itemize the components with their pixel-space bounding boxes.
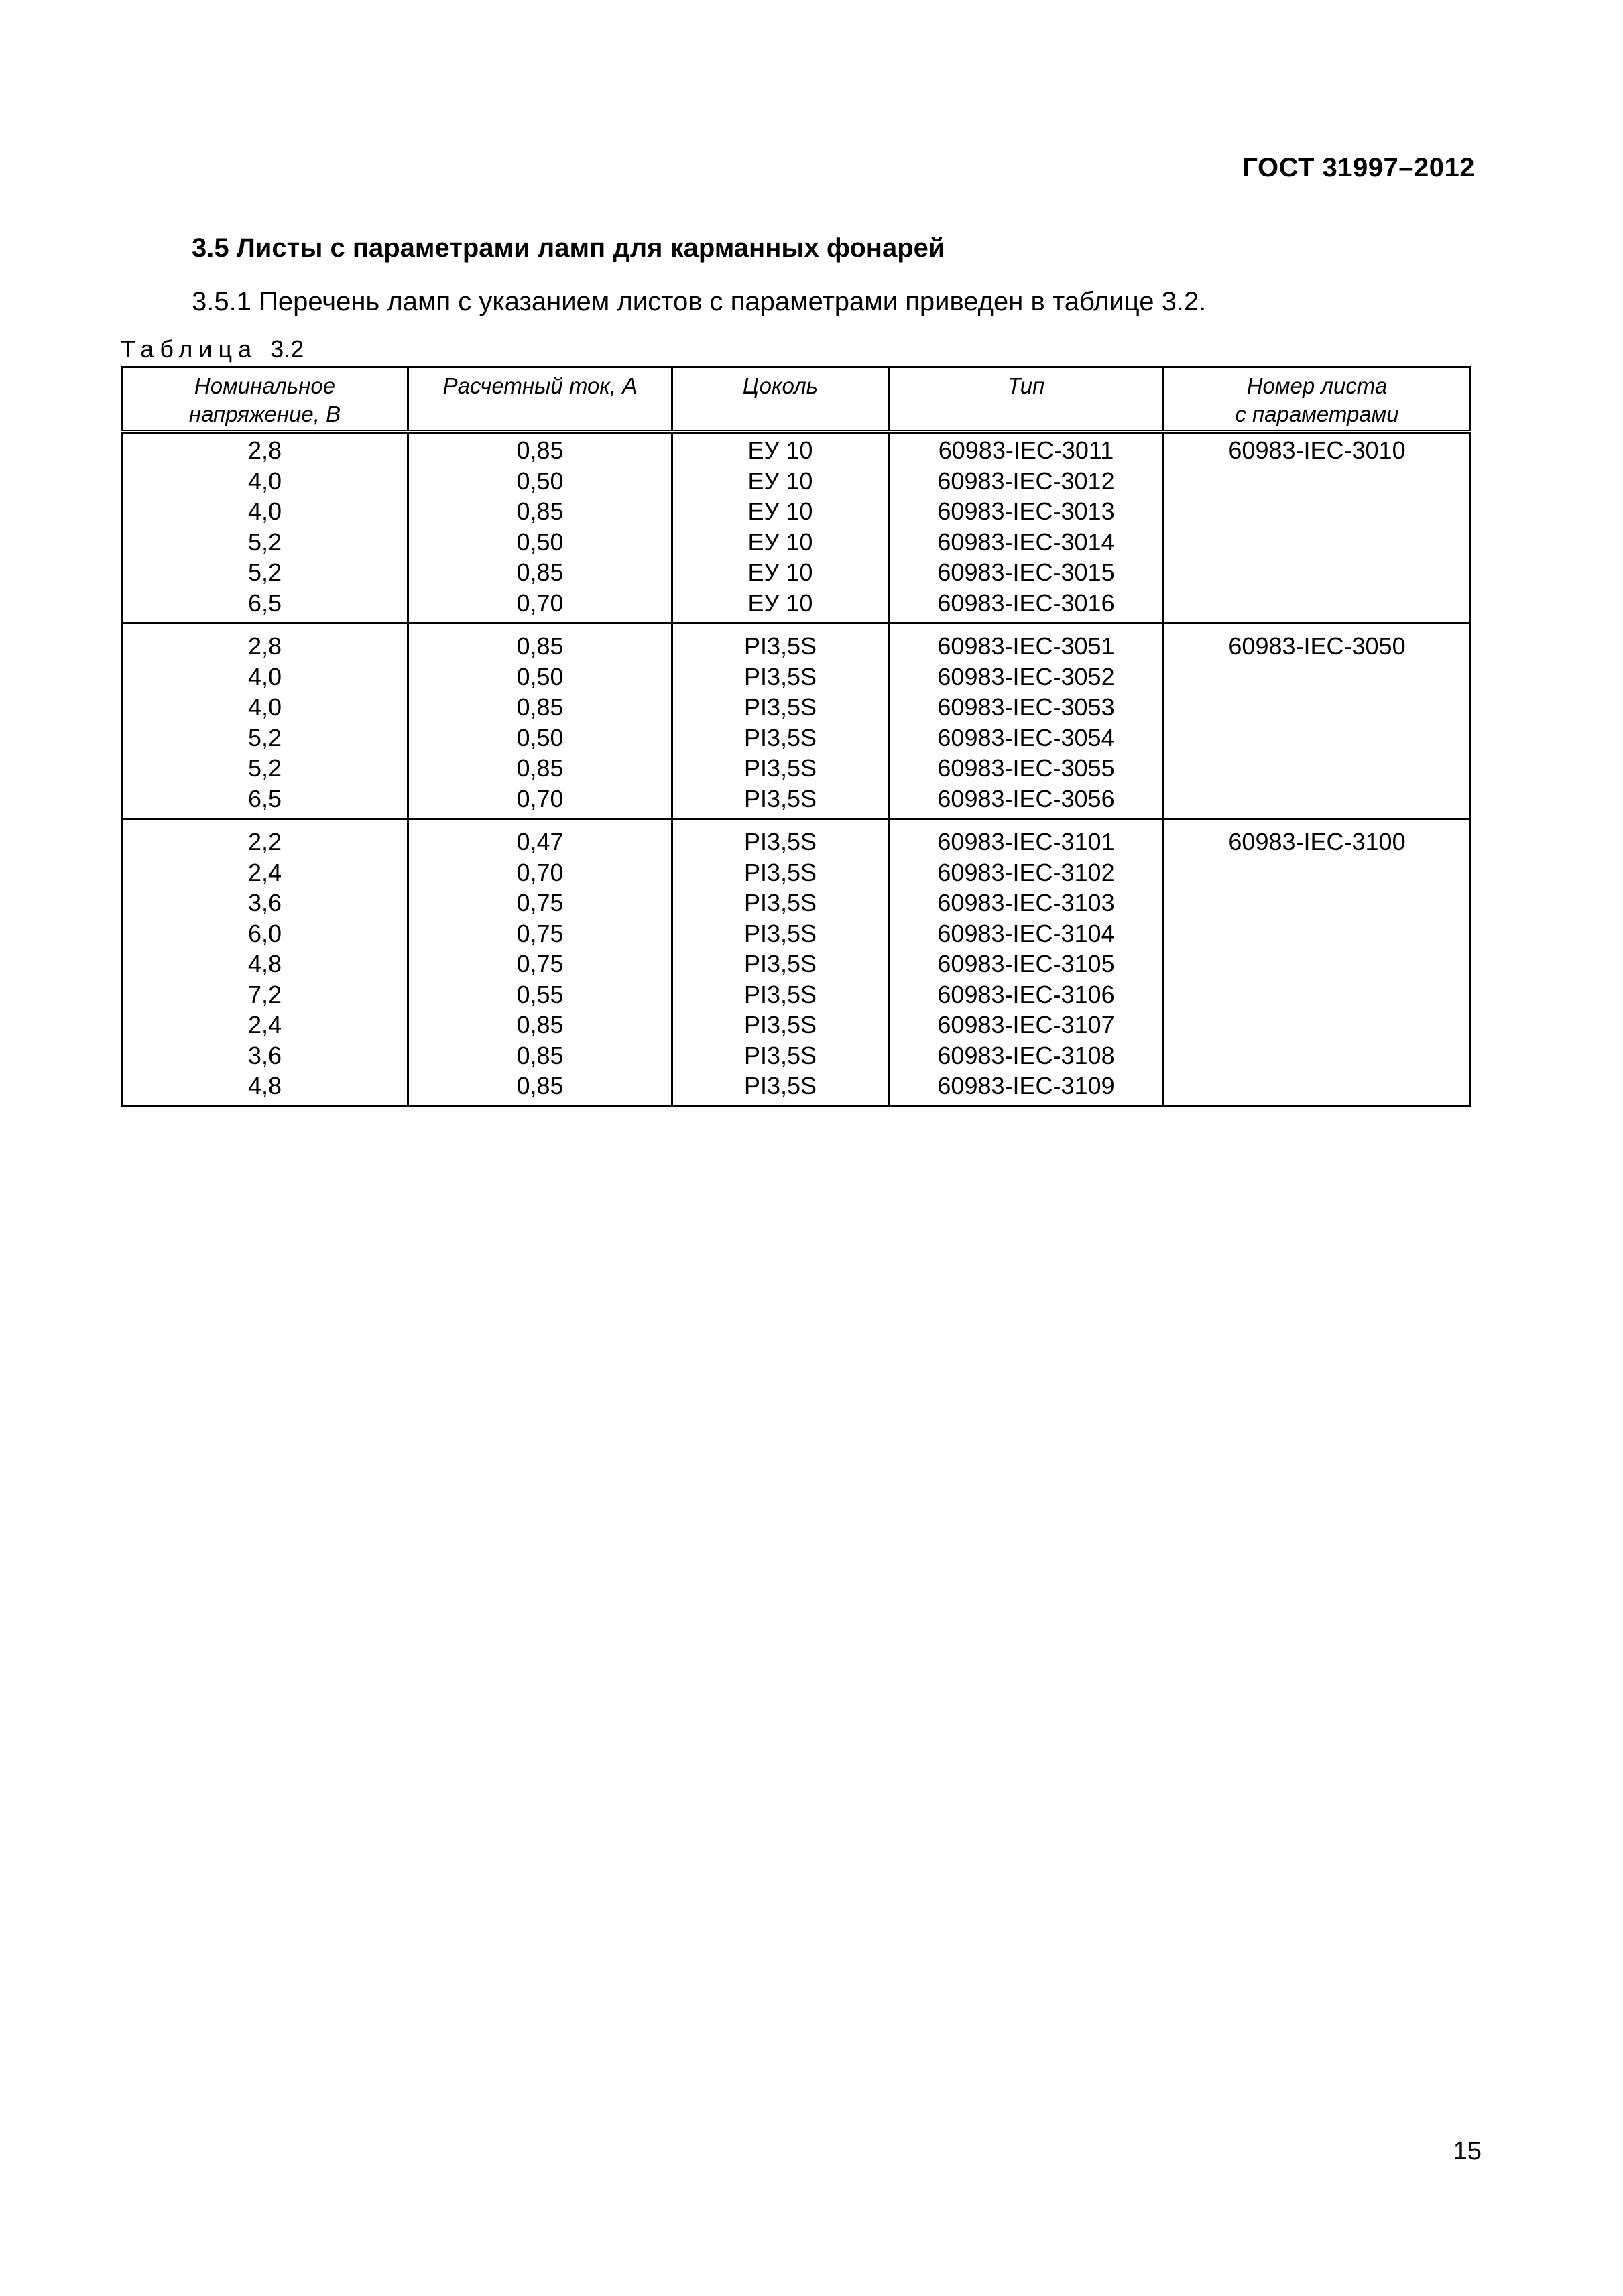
- type-cell: 60983-IEC-3051 60983-IEC-3052 60983-IEC-3053 60983-IEC-3054 60983-IEC-3055 60983-IEC-3056: [889, 623, 1164, 819]
- page-number: 15: [1453, 2137, 1482, 2165]
- table-group-1: [122, 432, 1471, 623]
- lamp-parameters-table: [121, 366, 1471, 1107]
- voltage-cell: 2,8 4,0 4,0 5,2 5,2 6,5: [122, 623, 408, 819]
- voltage-cell: 2,8 4,0 4,0 5,2 5,2 6,5: [122, 432, 408, 623]
- section-title: 3.5 Листы с параметрами ламп для карманных фонарей: [192, 233, 945, 263]
- sheet-number-cell: 60983-IEC-3050: [1164, 623, 1471, 819]
- type-cell: 60983-IEC-3011 60983-IEC-3012 60983-IEC-3013 60983-IEC-3014 60983-IEC-3015 60983-IEC-3016: [889, 432, 1164, 623]
- column-header-sheet-number: Номер листа с параметрами: [1164, 367, 1471, 432]
- table-row: [122, 819, 1471, 1107]
- type-cell: 60983-IEC-3101 60983-IEC-3102 60983-IEC-3103 60983-IEC-3104 60983-IEC-3105 60983-IEC-3106 60983-IEC-3107 60983-IEC-3108 60983-IEC-3109: [889, 819, 1164, 1107]
- cap-cell: ЕУ 10 ЕУ 10 ЕУ 10 ЕУ 10 ЕУ 10 ЕУ 10: [672, 432, 889, 623]
- current-cell: 0,85 0,50 0,85 0,50 0,85 0,70: [408, 432, 672, 623]
- column-header-voltage: Номинальное напряжение, В: [122, 367, 408, 432]
- table-group-2: [122, 623, 1471, 819]
- column-header-type: Тип: [889, 367, 1164, 432]
- voltage-cell: 2,2 2,4 3,6 6,0 4,8 7,2 2,4 3,6 4,8: [122, 819, 408, 1107]
- table-caption-word: Таблица: [121, 335, 258, 363]
- cap-cell: PI3,5S PI3,5S PI3,5S PI3,5S PI3,5S PI3,5S: [672, 623, 889, 819]
- document-code: ГОСТ 31997–2012: [1242, 153, 1475, 182]
- table-row: [122, 623, 1471, 819]
- table-group-3: [122, 819, 1471, 1107]
- cap-cell: PI3,5S PI3,5S PI3,5S PI3,5S PI3,5S PI3,5S PI3,5S PI3,5S PI3,5S: [672, 819, 889, 1107]
- sheet-number-cell: 60983-IEC-3100: [1164, 819, 1471, 1107]
- table-caption-number: 3.2: [270, 335, 304, 363]
- table-caption: [121, 335, 304, 363]
- column-header-cap: Цоколь: [672, 367, 889, 432]
- column-header-current: Расчетный ток, А: [408, 367, 672, 432]
- sheet-number-cell: 60983-IEC-3010: [1164, 432, 1471, 623]
- intro-paragraph: 3.5.1 Перечень ламп с указанием листов с параметрами приведен в таблице 3.2.: [192, 287, 1207, 316]
- table-row: [122, 432, 1471, 623]
- current-cell: 0,85 0,50 0,85 0,50 0,85 0,70: [408, 623, 672, 819]
- current-cell: 0,47 0,70 0,75 0,75 0,75 0,55 0,85 0,85 0,85: [408, 819, 672, 1107]
- table-header-row: [122, 367, 1471, 432]
